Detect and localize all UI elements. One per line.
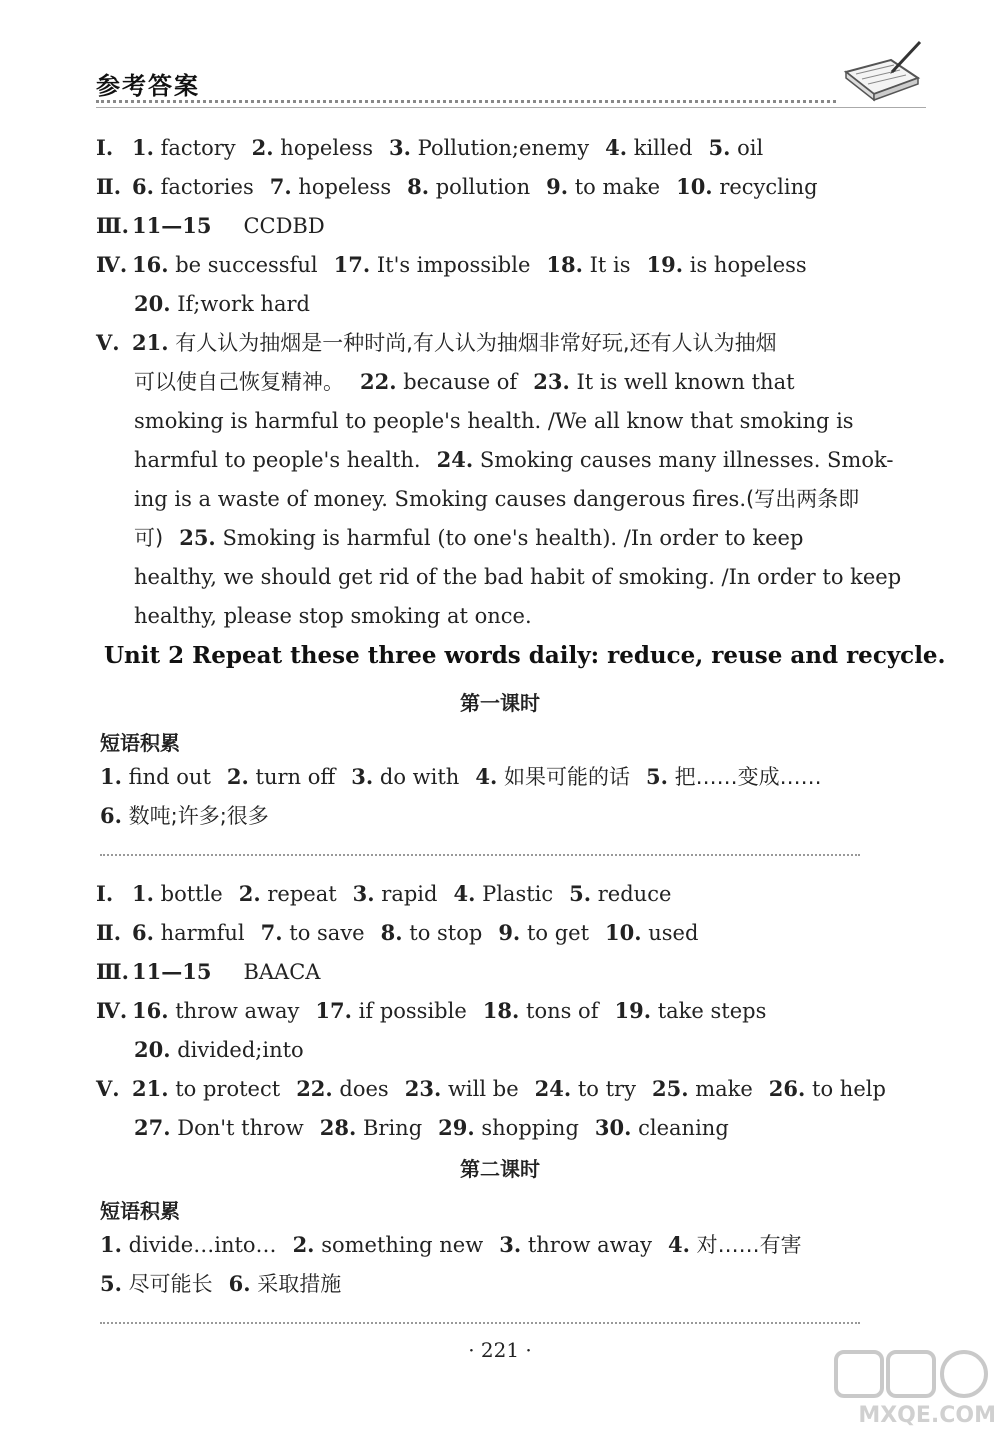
answer-line-u2-section-5a: Ⅴ. 21. to protect 22. does 23. will be 24. to try 25. make 26. to help [96, 1076, 886, 1101]
section-divider-1 [100, 854, 860, 856]
phrase-line-2: 6. 数吨;许多;很多 [100, 803, 269, 828]
phrase-line-1: 1. find out 2. turn off 3. do with 4. 如果可能的话 5. 把……变成…… [100, 764, 822, 789]
answer-para-line-4: harmful to people's health. 24. Smoking causes many illnesses. Smok- [134, 447, 894, 472]
lesson-2-heading: 第二课时 [460, 1157, 540, 1181]
answer-para-line-6: 可) 25. Smoking is harmful (to one's health). /In order to keep [134, 525, 804, 550]
answer-para-line-7: healthy, we should get rid of the bad habit of smoking. /In order to keep [134, 565, 902, 589]
answer-line-section-4b: 20. If;work hard [134, 291, 310, 316]
answer-stamp-icon [826, 1348, 996, 1403]
answer-para-line-5: ing is a waste of money. Smoking causes dangerous fires.(写出两条即 [134, 487, 860, 511]
answer-line-section-3: Ⅲ. 11—15 CCDBD [96, 213, 325, 238]
phrase-line-3: 1. divide…into… 2. something new 3. throw away 4. 对……有害 [100, 1232, 802, 1257]
answer-para-line-2: 可以使自己恢复精神。 22. because of 23. It is well known that [134, 369, 795, 394]
unit-title: Unit 2 Repeat these three words daily: reduce, reuse and recycle. [104, 642, 946, 669]
answer-line-u2-section-3: Ⅲ. 11—15 BAACA [96, 959, 321, 984]
phrases-heading-1: 短语积累 [100, 731, 180, 755]
watermark-text: MXQE.COM [858, 1403, 996, 1428]
answer-line-u2-section-5b: 27. Don't throw 28. Bring 29. shopping 30. cleaning [134, 1115, 729, 1140]
answer-para-line-8: healthy, please stop smoking at once. [134, 604, 532, 628]
section-divider-2 [100, 1322, 860, 1324]
header-dotted-rule [96, 100, 836, 103]
answer-para-line-1: Ⅴ. 21. 有人认为抽烟是一种时尚,有人认为抽烟非常好玩,还有人认为抽烟 [96, 330, 777, 355]
page-header [96, 66, 926, 116]
answer-line-section-4a: Ⅳ. 16. be successful 17. It's impossible 18. It is 19. is hopeless [96, 252, 807, 277]
answer-line-section-1: Ⅰ. 1. factory 2. hopeless 3. Pollution;enemy 4. killed 5. oil [96, 135, 764, 160]
notebook-pen-icon [836, 38, 926, 108]
answer-line-u2-section-2: Ⅱ. 6. harmful 7. to save 8. to stop 9. to get 10. used [96, 920, 699, 945]
answer-para-line-3: smoking is harmful to people's health. /We all know that smoking is [134, 409, 854, 433]
answer-line-u2-section-1: Ⅰ. 1. bottle 2. repeat 3. rapid 4. Plastic 5. reduce [96, 881, 672, 906]
page-number: · 221 · [468, 1338, 532, 1362]
answer-line-section-2: Ⅱ. 6. factories 7. hopeless 8. pollution 9. to make 10. recycling [96, 174, 818, 199]
phrases-heading-2: 短语积累 [100, 1199, 180, 1223]
header-title: 参考答案 [96, 72, 200, 100]
lesson-1-heading: 第一课时 [460, 691, 540, 715]
header-rule [96, 107, 926, 108]
watermark [826, 1348, 996, 1428]
phrase-line-4: 5. 尽可能长 6. 采取措施 [100, 1271, 342, 1296]
answer-line-u2-section-4b: 20. divided;into [134, 1037, 304, 1062]
answer-line-u2-section-4a: Ⅳ. 16. throw away 17. if possible 18. tons of 19. take steps [96, 998, 767, 1023]
